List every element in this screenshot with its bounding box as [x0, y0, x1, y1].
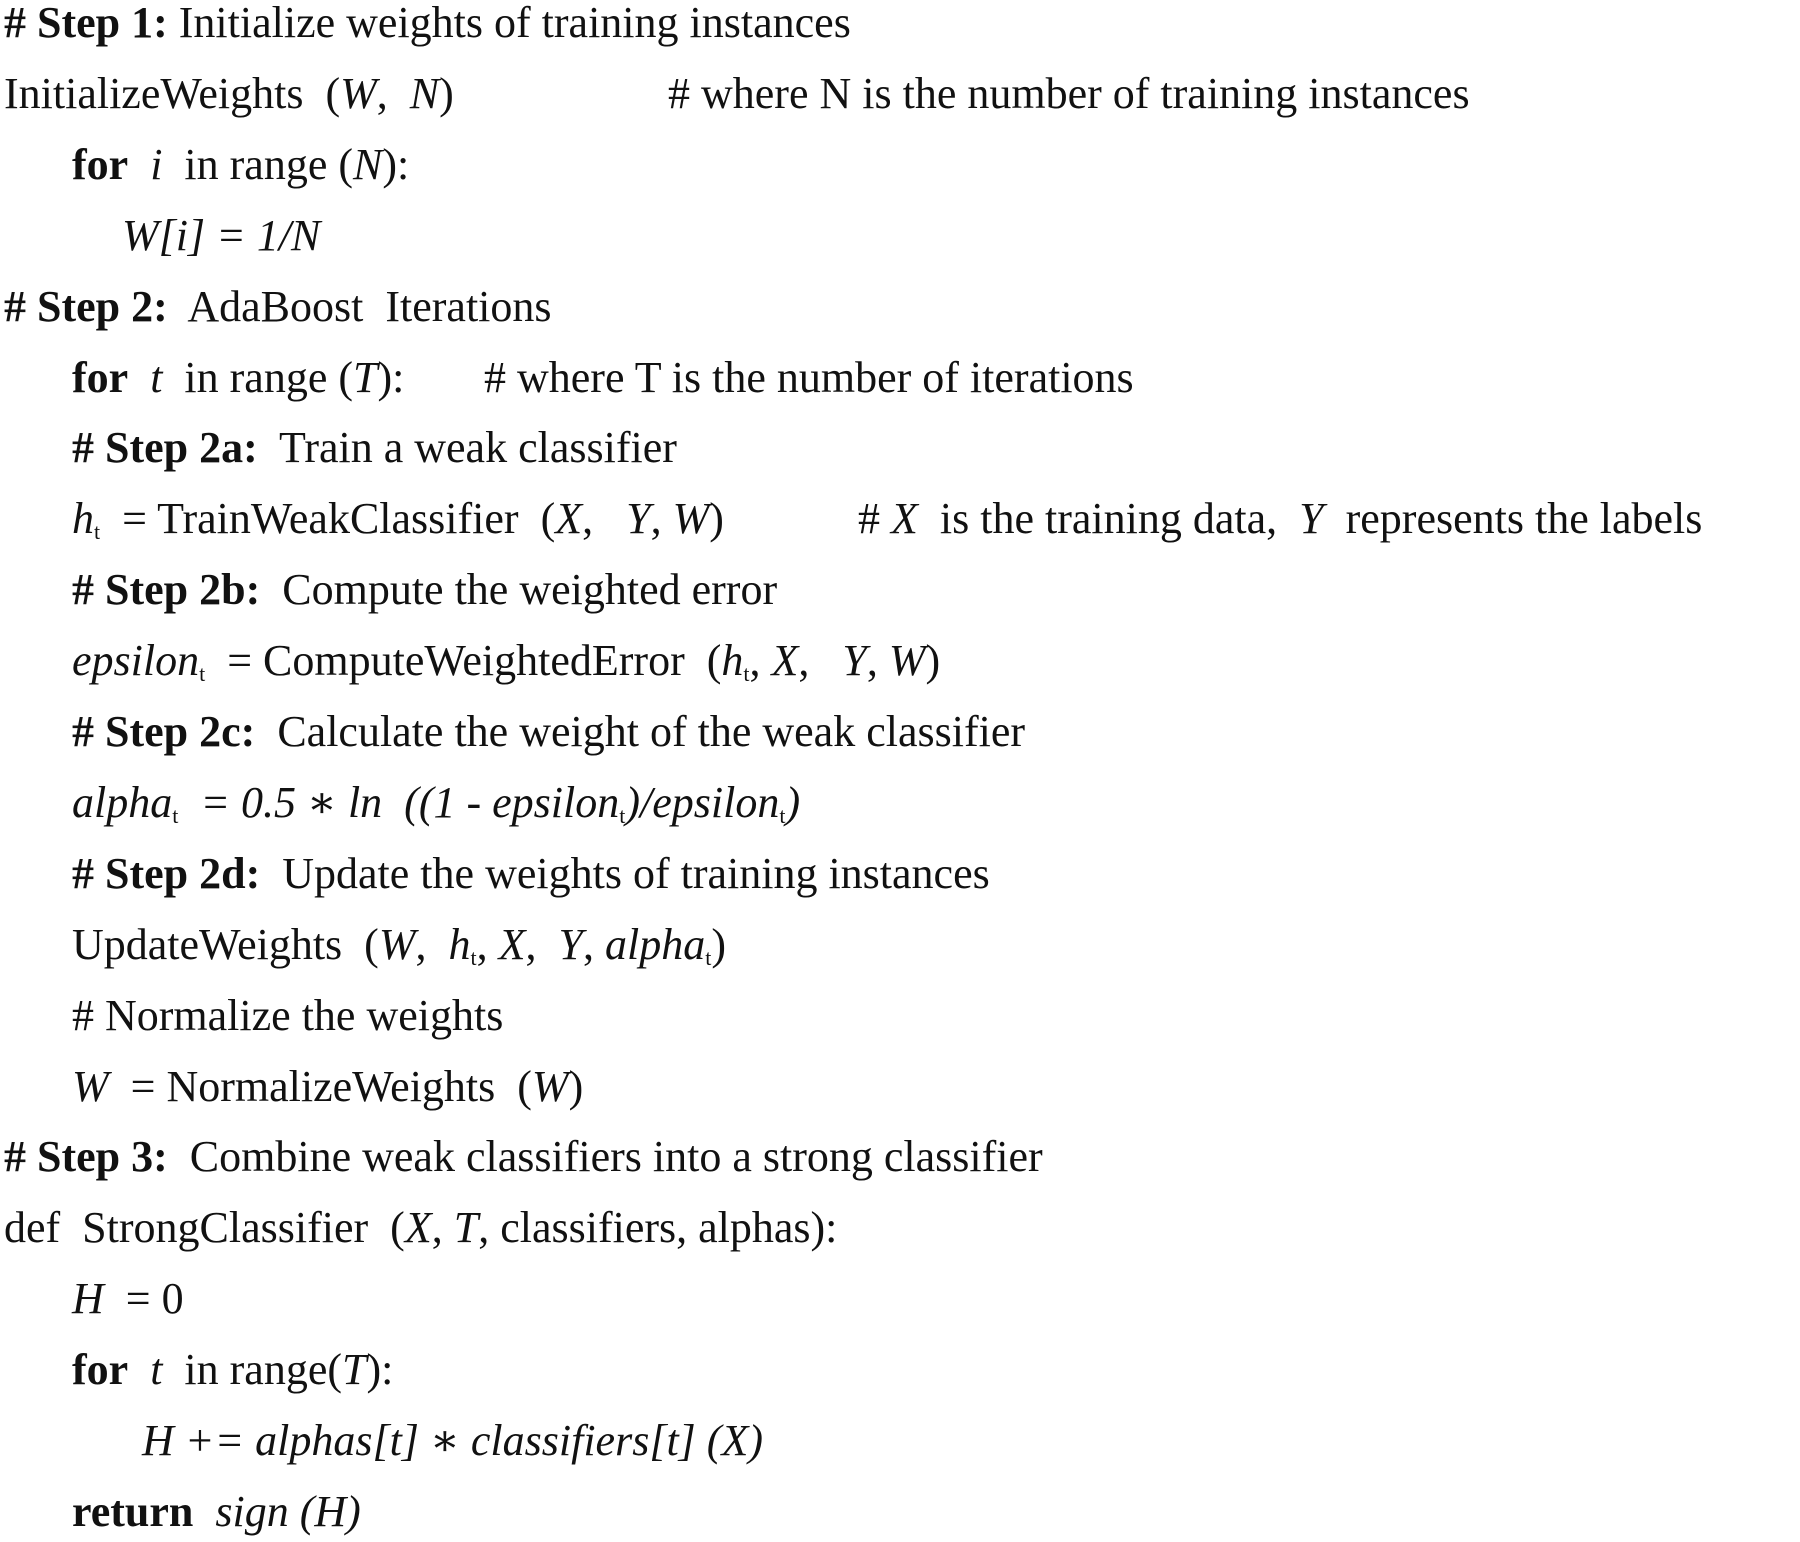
text: ,	[866, 636, 889, 686]
code-text	[72, 418, 677, 478]
text: #	[858, 494, 891, 544]
text: in range (	[162, 139, 354, 189]
code-text	[4, 1198, 837, 1258]
math-variable: N	[409, 68, 440, 118]
text: )	[568, 1061, 584, 1111]
code-text	[72, 702, 1025, 762]
text: in range(	[162, 1345, 343, 1395]
subscript: t	[94, 519, 101, 545]
keyword: # Step 2d:	[72, 848, 261, 898]
text: ):	[366, 1345, 394, 1395]
text	[193, 1487, 215, 1536]
text: Compute the weighted error	[260, 565, 778, 615]
text: ,	[749, 636, 772, 686]
text: )	[709, 494, 724, 544]
math-variable: X	[891, 494, 918, 544]
text: ):	[382, 139, 410, 189]
text: ,	[582, 494, 627, 544]
math-variable: t	[150, 1345, 163, 1395]
text: )	[439, 68, 454, 118]
subscript: t	[705, 944, 712, 970]
code-text	[142, 1411, 763, 1471]
math-variable: )	[785, 777, 801, 827]
math-variable: = 0.5 ∗ ln ((1 - epsilon	[178, 777, 620, 827]
keyword: # Step 3:	[4, 1132, 168, 1182]
code-text	[122, 206, 320, 266]
text: in range (	[162, 352, 354, 402]
text	[128, 1345, 150, 1394]
code-text	[72, 1057, 583, 1117]
code-text	[72, 348, 404, 408]
math-variable: W	[378, 919, 416, 969]
math-variable: W	[72, 1061, 109, 1111]
math-variable: Y	[1299, 494, 1324, 544]
math-variable: )/epsilon	[625, 777, 780, 827]
math-variable: h	[721, 636, 744, 686]
code-text	[4, 0, 851, 53]
text: ):	[377, 352, 405, 402]
subscript: t	[199, 661, 206, 687]
math-variable: W	[672, 494, 710, 544]
text: Calculate the weight of the weak classifier	[255, 707, 1026, 756]
text: = 0	[103, 1274, 184, 1324]
text: # where T is the number of iterations	[484, 352, 1134, 402]
code-text	[72, 1269, 184, 1329]
code-text	[72, 986, 503, 1046]
comment	[484, 348, 1134, 408]
subscript: t	[743, 661, 750, 687]
math-variable: Y	[558, 919, 583, 969]
math-variable: X	[498, 919, 526, 969]
text: def StrongClassifier (	[4, 1203, 405, 1253]
math-variable: alpha	[72, 777, 173, 827]
code-text	[72, 1340, 393, 1400]
math-variable: X	[404, 1203, 432, 1253]
text: ,	[476, 919, 499, 969]
text: is the training data,	[917, 494, 1300, 544]
keyword: # Step 2c:	[72, 707, 256, 756]
text: ,	[376, 68, 410, 118]
math-variable: i	[150, 139, 163, 189]
math-variable: H	[72, 1274, 104, 1324]
text: Combine weak classifiers into a strong classifier	[167, 1132, 1043, 1182]
text: AdaBoost Iterations	[167, 281, 552, 331]
keyword: for	[72, 352, 129, 402]
subscript: t	[619, 802, 626, 828]
math-variable: X	[555, 494, 583, 544]
math-variable: T	[453, 1203, 479, 1253]
text: InitializeWeights (	[4, 68, 341, 118]
math-variable: t	[150, 352, 163, 402]
math-variable: sign (H)	[215, 1486, 361, 1536]
code-text	[72, 135, 409, 195]
code-text	[4, 277, 552, 337]
text: )	[711, 919, 726, 969]
text: # where N is the number of training instances	[668, 68, 1470, 118]
keyword: # Step 2a:	[72, 423, 258, 473]
text: = NormalizeWeights (	[108, 1061, 532, 1111]
code-text	[72, 844, 990, 904]
math-variable: T	[342, 1345, 367, 1395]
text: )	[925, 636, 941, 686]
text: = TrainWeakClassifier (	[100, 494, 556, 544]
text: = ComputeWeightedError (	[205, 636, 722, 686]
text	[128, 140, 150, 189]
text: UpdateWeights (	[72, 919, 379, 969]
subscript: t	[172, 802, 179, 828]
math-variable: W[i] = 1/N	[122, 210, 321, 260]
math-variable: X	[771, 636, 799, 686]
math-variable: h	[72, 494, 94, 544]
text: # Normalize the weights	[72, 990, 504, 1040]
math-variable: W	[888, 636, 926, 686]
keyword: return	[72, 1486, 194, 1536]
text: Initialize weights of training instances	[167, 0, 851, 47]
code-text	[4, 64, 454, 124]
text: Update the weights of training instances	[260, 848, 990, 898]
text: ,	[798, 636, 843, 686]
keyword: # Step 2:	[4, 281, 168, 331]
text: ,	[431, 1203, 454, 1253]
text: ,	[650, 494, 673, 544]
comment	[858, 489, 1702, 549]
text: represents the labels	[1323, 494, 1703, 544]
code-text	[72, 560, 777, 620]
math-variable: N	[353, 139, 383, 189]
subscript: t	[779, 802, 786, 828]
comment	[668, 64, 1470, 124]
code-text	[72, 915, 726, 975]
text: ,	[582, 919, 605, 969]
math-variable: T	[353, 352, 378, 402]
math-variable: h	[448, 919, 471, 969]
code-text	[4, 1127, 1043, 1187]
keyword: # Step 1:	[4, 0, 168, 47]
math-variable: Y	[842, 636, 867, 686]
text: Train a weak classifier	[257, 423, 677, 473]
code-text	[72, 773, 800, 833]
math-variable: W	[531, 1061, 569, 1111]
keyword: # Step 2b:	[72, 565, 261, 615]
math-variable: Y	[626, 494, 651, 544]
math-variable: epsilon	[72, 636, 200, 686]
text: ,	[415, 919, 449, 969]
math-variable: H += alphas[t] ∗ classifiers[t] (X)	[142, 1416, 763, 1465]
subscript: t	[470, 944, 477, 970]
code-text	[72, 631, 940, 691]
keyword: for	[72, 139, 129, 189]
text: ,	[525, 919, 559, 969]
text: , classifiers, alphas):	[478, 1203, 838, 1253]
math-variable: alpha	[604, 919, 706, 969]
keyword: for	[72, 1345, 129, 1395]
math-variable: W	[340, 68, 377, 118]
code-text	[72, 489, 724, 549]
text	[128, 353, 150, 402]
